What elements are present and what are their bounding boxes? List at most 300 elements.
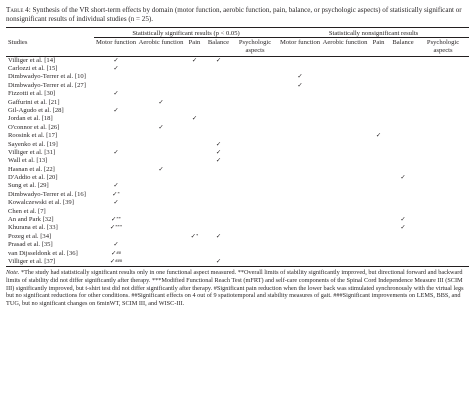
check-mark-icon: ✓ xyxy=(111,215,117,224)
table-row xyxy=(6,115,469,123)
result-cell xyxy=(138,166,184,174)
result-cell xyxy=(368,115,389,123)
result-cell xyxy=(184,182,205,190)
result-cell xyxy=(389,115,417,123)
table-row xyxy=(6,157,469,165)
check-mark-icon: ✓ xyxy=(158,122,164,131)
result-cell xyxy=(184,258,205,267)
study-name: Dimbwadyo-Terrer et al. [10] xyxy=(8,73,86,81)
study-name: Dimbwadyo-Terrer et al. [27] xyxy=(8,81,86,89)
check-mark-icon: ✓ xyxy=(400,215,406,224)
result-cell xyxy=(417,115,469,123)
header-group-row xyxy=(6,27,469,38)
result-cell xyxy=(368,99,389,107)
significant-group-header: Statistically significant results (p < 0.05) xyxy=(94,27,278,38)
result-cell xyxy=(184,73,205,81)
result-cell xyxy=(138,250,184,258)
result-cell xyxy=(389,157,417,165)
table-note xyxy=(6,269,469,307)
table-row xyxy=(6,56,469,65)
result-cell xyxy=(205,124,232,132)
result-cell xyxy=(232,191,278,199)
study-name: Gil-Agudo et al. [28] xyxy=(8,106,64,114)
result-cell xyxy=(389,149,417,157)
check-mark-icon: ✓ xyxy=(158,97,164,106)
result-cell xyxy=(138,149,184,157)
result-cell xyxy=(184,132,205,140)
result-cell xyxy=(389,191,417,199)
result-cell xyxy=(138,82,184,90)
result-cell xyxy=(138,258,184,267)
column-header: Balance xyxy=(392,39,414,47)
column-header: Pain xyxy=(372,39,385,47)
table-row xyxy=(6,233,469,241)
result-cell xyxy=(138,174,184,182)
check-mark-icon: ✓ xyxy=(375,131,382,140)
result-cell xyxy=(322,65,368,73)
check-mark-icon: ✓ xyxy=(113,198,119,207)
result-cell xyxy=(184,174,205,182)
result-cell xyxy=(368,82,389,90)
result-cell xyxy=(368,132,389,140)
result-cell xyxy=(205,258,232,267)
result-cell xyxy=(322,241,368,249)
result-cell xyxy=(389,141,417,149)
study-name: Gaffurini et al. [21] xyxy=(8,98,60,106)
result-cell xyxy=(322,233,368,241)
result-cell xyxy=(205,56,232,65)
result-cell xyxy=(368,199,389,207)
result-cell xyxy=(138,191,184,199)
result-cell xyxy=(184,149,205,157)
column-header: Psychologic aspects xyxy=(238,39,272,54)
study-name: Chen et al. [7] xyxy=(8,207,46,215)
result-cell xyxy=(278,82,322,90)
result-cell xyxy=(232,56,278,65)
table-row xyxy=(6,182,469,190)
result-cell xyxy=(205,107,232,115)
result-cell xyxy=(232,115,278,123)
result-cell xyxy=(417,241,469,249)
column-header: Psychologic aspects xyxy=(426,39,460,54)
result-cell xyxy=(322,132,368,140)
check-mark-icon: ✓ xyxy=(113,181,119,190)
result-cell xyxy=(138,132,184,140)
result-cell xyxy=(417,157,469,165)
check-mark-icon: ✓ xyxy=(113,147,119,156)
column-header: Aerobic function xyxy=(322,39,368,47)
result-cell xyxy=(417,250,469,258)
result-cell xyxy=(417,132,469,140)
result-cell xyxy=(138,216,184,224)
result-cell xyxy=(138,56,184,65)
result-cell xyxy=(417,199,469,207)
table-row xyxy=(6,224,469,232)
result-cell xyxy=(138,141,184,149)
result-cell xyxy=(389,250,417,258)
result-cell xyxy=(322,90,368,98)
note-text: *The study had statistically significant results only in one functional aspect measured. **Overall limits of stability significantly improved, but directional forward and backward limits of stability did not differ significantly after therapy. ***Modified Functional Reach Test (mFRT) and self-care components of the Spinal Cord Independence Measure III (SCIM III) significantly improved, but t-shirt test did not differ significantly after therapy. #Significant pain reduction when the lower back was stimulated synchronously with the virtual legs but no significant reductions for other conditions. ##Significant effects on 4 out of 9 spatiotemporal and stability measures of gait. ###Significant improvements on LEMS, BBS, and TUG, but no significant changes on 6minWT, SCIM III, and WISC-III. xyxy=(6,269,464,307)
result-cell xyxy=(184,56,205,65)
footnote-marker: ## xyxy=(116,249,121,255)
result-cell xyxy=(389,241,417,249)
result-cell xyxy=(278,124,322,132)
result-cell xyxy=(232,132,278,140)
check-mark-icon: ✓ xyxy=(112,189,118,198)
result-cell xyxy=(278,132,322,140)
result-cell xyxy=(322,174,368,182)
column-header: Aerobic function xyxy=(138,39,184,47)
result-cell xyxy=(184,250,205,258)
result-cell xyxy=(232,141,278,149)
caption-label: Table 4: xyxy=(6,6,31,14)
result-cell xyxy=(138,107,184,115)
result-cell xyxy=(368,182,389,190)
check-mark-icon: ✓ xyxy=(215,147,222,156)
result-cell xyxy=(322,73,368,81)
result-cell xyxy=(389,233,417,241)
result-cell xyxy=(389,124,417,132)
column-header: Balance xyxy=(207,39,230,47)
footnote-marker: * xyxy=(117,190,120,196)
result-cell xyxy=(417,82,469,90)
result-cell xyxy=(389,56,417,65)
result-cell xyxy=(417,166,469,174)
study-name: Wall et al. [13] xyxy=(8,157,48,165)
result-cell xyxy=(232,182,278,190)
check-mark-icon: ✓ xyxy=(109,256,116,265)
result-cell xyxy=(94,73,138,81)
result-cell xyxy=(232,241,278,249)
result-cell xyxy=(417,233,469,241)
result-cell xyxy=(278,258,322,267)
result-cell xyxy=(205,241,232,249)
footnote-marker: *** xyxy=(115,224,123,230)
result-cell xyxy=(138,124,184,132)
result-cell xyxy=(322,56,368,65)
caption-text: Synthesis of the VR short-term effects by domain (motor function, aerobic function, pain, balance, or psychologic aspects) of statistically significant or nonsignificant results of individual studies (n = 25). xyxy=(6,6,462,24)
result-cell xyxy=(278,250,322,258)
column-header: Motor function xyxy=(95,39,137,47)
check-mark-icon: ✓ xyxy=(113,89,119,98)
result-cell xyxy=(368,90,389,98)
check-mark-icon: ✓ xyxy=(113,55,119,64)
result-cell xyxy=(138,224,184,232)
result-cell xyxy=(389,99,417,107)
check-mark-icon: ✓ xyxy=(400,223,406,232)
result-cell xyxy=(368,191,389,199)
check-mark-icon: ✓ xyxy=(297,72,303,81)
study-name: Pozeg et al. [34] xyxy=(8,232,52,240)
check-mark-icon: ✓ xyxy=(191,55,198,64)
study-name: Sung et al. [29] xyxy=(8,182,49,190)
result-cell xyxy=(184,216,205,224)
table-row xyxy=(6,65,469,73)
result-cell xyxy=(322,99,368,107)
result-cell xyxy=(94,258,138,267)
result-cell xyxy=(322,124,368,132)
result-cell xyxy=(389,199,417,207)
study-name: Kowalczewski et al. [39] xyxy=(8,199,74,207)
result-cell xyxy=(389,65,417,73)
result-cell xyxy=(94,90,138,98)
result-cell xyxy=(389,224,417,232)
result-cell xyxy=(389,82,417,90)
result-cell xyxy=(138,208,184,216)
study-name: D'Addio et al. [20] xyxy=(8,174,58,182)
result-cell xyxy=(205,90,232,98)
result-cell xyxy=(278,216,322,224)
result-cell xyxy=(205,191,232,199)
result-cell xyxy=(232,124,278,132)
result-cell xyxy=(278,149,322,157)
result-cell xyxy=(232,107,278,115)
table-row xyxy=(6,199,469,207)
result-cell xyxy=(278,182,322,190)
check-mark-icon: ✓ xyxy=(113,240,119,249)
check-mark-icon: ✓ xyxy=(215,55,222,64)
table-row xyxy=(6,99,469,107)
table-row xyxy=(6,73,469,81)
note-lead: Note. xyxy=(6,269,20,277)
result-cell xyxy=(278,224,322,232)
check-mark-icon: ✓ xyxy=(215,139,222,148)
result-cell xyxy=(94,65,138,73)
result-cell xyxy=(417,174,469,182)
result-cell xyxy=(232,174,278,182)
result-cell xyxy=(417,182,469,190)
result-cell xyxy=(417,141,469,149)
result-cell xyxy=(94,166,138,174)
column-header: Motor function xyxy=(279,39,321,47)
result-cell xyxy=(184,191,205,199)
study-name: Villiger et al. [37] xyxy=(6,258,94,267)
result-cell xyxy=(205,157,232,165)
table-row xyxy=(6,90,469,98)
result-cell xyxy=(368,65,389,73)
result-cell xyxy=(232,99,278,107)
table-row xyxy=(6,141,469,149)
result-cell xyxy=(184,241,205,249)
result-cell xyxy=(278,191,322,199)
result-cell xyxy=(138,65,184,73)
check-mark-icon: ✓ xyxy=(297,80,303,89)
result-cell xyxy=(389,258,417,267)
result-cell xyxy=(278,107,322,115)
result-cell xyxy=(389,132,417,140)
table-row xyxy=(6,149,469,157)
nonsignificant-group-header: Statistically nonsignificant results xyxy=(278,27,469,38)
check-mark-icon: ✓ xyxy=(113,63,119,72)
result-cell xyxy=(205,174,232,182)
result-cell xyxy=(322,191,368,199)
result-cell xyxy=(205,82,232,90)
result-cell xyxy=(278,157,322,165)
result-cell xyxy=(417,258,469,267)
study-name: Roosink et al. [17] xyxy=(8,132,58,140)
synthesis-table xyxy=(6,27,469,268)
result-cell xyxy=(322,208,368,216)
result-cell xyxy=(322,107,368,115)
result-cell xyxy=(184,115,205,123)
result-cell xyxy=(368,233,389,241)
result-cell xyxy=(389,174,417,182)
study-name: Carlozzi et al. [15] xyxy=(8,64,58,72)
result-cell xyxy=(138,182,184,190)
result-cell xyxy=(368,241,389,249)
result-cell xyxy=(368,166,389,174)
result-cell xyxy=(184,233,205,241)
table-row xyxy=(6,107,469,115)
check-mark-icon: ✓ xyxy=(215,156,222,165)
result-cell xyxy=(417,124,469,132)
result-cell xyxy=(94,157,138,165)
result-cell xyxy=(417,208,469,216)
table-row xyxy=(6,174,469,182)
result-cell xyxy=(184,157,205,165)
result-cell xyxy=(322,149,368,157)
result-cell xyxy=(417,90,469,98)
footnote-marker: ### xyxy=(115,257,123,263)
result-cell xyxy=(322,115,368,123)
result-cell xyxy=(232,250,278,258)
result-cell xyxy=(232,73,278,81)
result-cell xyxy=(368,56,389,65)
footnote-marker: ** xyxy=(116,216,121,222)
check-mark-icon: ✓ xyxy=(113,105,119,114)
result-cell xyxy=(232,65,278,73)
study-name: van Dijsseldonk et al. [36] xyxy=(8,249,78,257)
result-cell xyxy=(322,199,368,207)
result-cell xyxy=(205,73,232,81)
table-row xyxy=(6,191,469,199)
result-cell xyxy=(278,241,322,249)
check-mark-icon: ✓ xyxy=(158,164,164,173)
table-body xyxy=(6,56,469,267)
result-cell xyxy=(232,224,278,232)
result-cell xyxy=(417,107,469,115)
result-cell xyxy=(417,224,469,232)
result-cell xyxy=(232,82,278,90)
result-cell xyxy=(278,166,322,174)
study-name: Sayenko et al. [19] xyxy=(8,140,58,148)
result-cell xyxy=(417,65,469,73)
result-cell xyxy=(322,157,368,165)
result-cell xyxy=(368,216,389,224)
result-cell xyxy=(278,199,322,207)
result-cell xyxy=(205,208,232,216)
result-cell xyxy=(232,216,278,224)
result-cell xyxy=(368,250,389,258)
check-mark-icon: ✓ xyxy=(400,173,406,182)
result-cell xyxy=(94,149,138,157)
result-cell xyxy=(232,149,278,157)
result-cell xyxy=(278,115,322,123)
result-cell xyxy=(138,73,184,81)
result-cell xyxy=(184,208,205,216)
result-cell xyxy=(322,258,368,267)
result-cell xyxy=(232,157,278,165)
result-cell xyxy=(184,99,205,107)
result-cell xyxy=(184,199,205,207)
result-cell xyxy=(322,166,368,174)
result-cell xyxy=(322,250,368,258)
result-cell xyxy=(184,166,205,174)
result-cell xyxy=(278,208,322,216)
study-name: Hasnan et al. [22] xyxy=(8,165,55,173)
footnote-marker: * xyxy=(196,232,199,238)
result-cell xyxy=(94,250,138,258)
result-cell xyxy=(138,241,184,249)
study-name: Khurana et al. [33] xyxy=(8,224,58,232)
result-cell xyxy=(368,258,389,267)
column-header: Pain xyxy=(188,39,201,47)
result-cell xyxy=(322,224,368,232)
result-cell xyxy=(138,233,184,241)
result-cell xyxy=(94,132,138,140)
result-cell xyxy=(417,191,469,199)
result-cell xyxy=(368,73,389,81)
result-cell xyxy=(278,56,322,65)
table-row xyxy=(6,82,469,90)
result-cell xyxy=(389,107,417,115)
result-cell xyxy=(278,141,322,149)
result-cell xyxy=(322,216,368,224)
table-row xyxy=(6,124,469,132)
table-row xyxy=(6,250,469,258)
table-row xyxy=(6,241,469,249)
result-cell xyxy=(184,90,205,98)
result-cell xyxy=(94,115,138,123)
check-mark-icon: ✓ xyxy=(111,248,117,257)
result-cell xyxy=(232,90,278,98)
check-mark-icon: ✓ xyxy=(109,223,116,232)
result-cell xyxy=(232,233,278,241)
study-name: Villiger et al. [14] xyxy=(8,56,56,64)
studies-header: Studies xyxy=(6,27,94,56)
result-cell xyxy=(368,224,389,232)
study-name: Jordan et al. [18] xyxy=(8,115,53,123)
result-cell xyxy=(278,233,322,241)
result-cell xyxy=(205,115,232,123)
result-cell xyxy=(417,99,469,107)
result-cell xyxy=(322,141,368,149)
study-name: Dimbwadyo-Terrer et al. [16] xyxy=(8,190,86,198)
check-mark-icon: ✓ xyxy=(215,256,222,265)
result-cell xyxy=(368,174,389,182)
table-row xyxy=(6,258,469,267)
result-cell xyxy=(205,65,232,73)
check-mark-icon: ✓ xyxy=(191,114,198,123)
result-cell xyxy=(232,199,278,207)
result-cell xyxy=(205,166,232,174)
result-cell xyxy=(205,199,232,207)
result-cell xyxy=(94,124,138,132)
table-caption xyxy=(6,6,469,25)
result-cell xyxy=(232,166,278,174)
result-cell xyxy=(205,216,232,224)
result-cell xyxy=(368,208,389,216)
result-cell xyxy=(417,149,469,157)
result-cell xyxy=(368,157,389,165)
result-cell xyxy=(368,149,389,157)
result-cell xyxy=(205,99,232,107)
result-cell xyxy=(322,182,368,190)
result-cell xyxy=(184,124,205,132)
result-cell xyxy=(184,82,205,90)
study-name: Villiger et al. [31] xyxy=(8,148,56,156)
result-cell xyxy=(205,182,232,190)
